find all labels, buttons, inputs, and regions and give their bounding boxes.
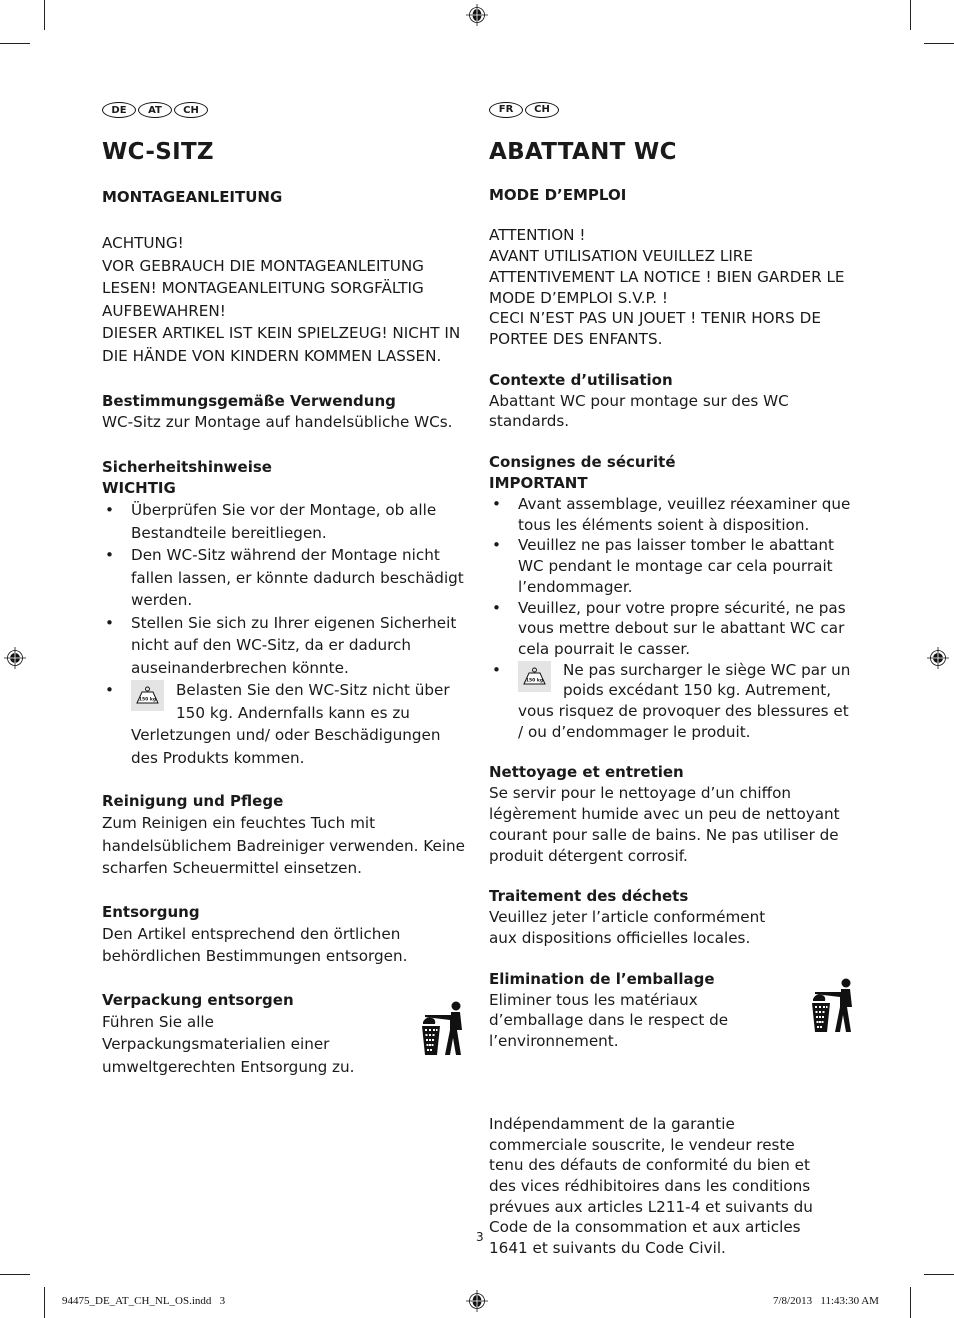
list-item: • Veuillez, pour votre propre sécurité, ne pas vous mettre debout sur le abattant WC car cela pourrait le casser. [489,598,854,660]
weight-label: • 150 kg [138,697,157,703]
warning-line: DIESER ARTIKEL IST KEIN SPIELZEUG! NICHT IN [102,324,461,342]
list-item [489,660,854,743]
safety-section [489,452,854,742]
registration-crosshair-icon [466,4,488,26]
intended-use-section [489,370,789,432]
section-heading: Verpackung entsorgen [102,990,294,1009]
footer-filename: 94475_DE_AT_CH_NL_OS.indd 3 [62,1295,226,1307]
manual-subtitle: MONTAGEANLEITUNG [102,188,283,206]
crop-mark [0,1274,30,1275]
section-text: Den Artikel entsprechend den örtlichen behördlichen Bestimmungen entsorgen. [102,924,408,965]
section-heading: Elimination de l’emballage [489,969,715,988]
section-heading: Bestimmungsgemäße Verwendung [102,392,396,410]
section-heading: Reinigung und Pflege [102,792,284,810]
list-item [102,679,467,769]
list-item: • Veuillez ne pas laisser tomber le abattant WC pendant le montage car cela pourrait l’endommager. [489,535,854,597]
section-text: Führen Sie alle Verpackungsmaterialien einer umweltgerechten Entsorgung zu. [102,1012,355,1076]
warning-line: VOR GEBRAUCH DIE MONTAGEANLEITUNG [102,256,424,275]
country-badge: FR [489,102,523,118]
warning-line: CECI N’EST PAS UN JOUET ! TENIR HORS DE [489,309,821,328]
section-text: WC-Sitz zur Montage auf handelsübliche WCs. [102,413,453,431]
warning-line: MODE D’EMPLOI S.V.P. ! [489,288,668,307]
crop-mark [44,1287,45,1318]
section-heading: Consignes de sécurité [489,453,676,472]
column-french [489,102,854,1279]
section-heading: Entsorgung [102,902,200,921]
section-text: Zum Reinigen ein feuchtes Tuch mit handelsüblichem Badreiniger verwenden. Keine scharfen Scheuermittel einsetzen. [102,814,466,877]
packaging-section [102,990,392,1079]
country-badges [102,102,467,122]
safety-list [102,499,467,769]
product-title: WC-SITZ [102,139,214,165]
footer-timestamp: 7/8/2013 11:43:30 AM [773,1295,879,1307]
cleaning-section [489,762,854,866]
page-number: 3 [476,1230,484,1244]
list-item-text: Ne pas surcharger le siège WC par un poids excédant 150 kg. Autrement, vous risquez de provoquer des blessures et / ou d’endommager le produit. [518,660,851,741]
crop-mark [910,0,911,30]
list-item: • Den WC-Sitz während der Montage nicht fallen lassen, er könnte dadurch beschädigt werden. [102,544,467,612]
section-heading: Contexte d’utilisation [489,370,673,389]
list-item: • Stellen Sie sich zu Ihrer eigenen Sicherheit nicht auf den WC-Sitz, da er dadurch auseinanderbrechen könnte. [102,612,467,680]
section-text: Se servir pour le nettoyage d’un chiffon légèrement humide avec un peu de nettoyant courant pour salle de bains. Ne pas utiliser de produit détergent corrosif. [489,784,840,865]
country-badge: CH [174,102,208,118]
safety-section [102,457,467,769]
safety-list [489,494,854,742]
manual-subtitle: MODE D’EMPLOI [489,185,627,204]
warning-line: ATTENTIVEMENT LA NOTICE ! BIEN GARDER LE [489,267,845,286]
product-title: ABATTANT WC [489,139,677,165]
disposal-section [102,902,467,968]
crop-mark [0,43,30,44]
section-text: Eliminer tous les matériaux d’emballage dans le respect de l’environnement. [489,990,729,1051]
crop-mark [924,1274,954,1275]
section-subheading: IMPORTANT [489,474,588,493]
tidyman-trash-icon [420,1000,462,1055]
country-badge: DE [102,102,136,118]
registration-crosshair-icon [466,1290,488,1312]
warning-line: ATTENTION ! [489,226,586,245]
packaging-section [489,969,779,1052]
column-german [102,102,467,1098]
warning-line: PORTEE DES ENFANTS. [489,329,663,348]
section-heading: Nettoyage et entretien [489,763,684,782]
warning-line: DIE HÄNDE VON KINDERN KOMMEN LASSEN. [102,346,442,365]
crop-mark [910,1287,911,1318]
section-text: Veuillez jeter l’article conformément aux dispositions officielles locales. [489,908,766,947]
section-subheading: WICHTIG [102,479,176,497]
cleaning-section [102,791,467,880]
country-badge: AT [138,102,172,118]
warning-line: AUFBEWAHREN! [102,301,226,320]
warning-line: ACHTUNG! [102,234,184,252]
list-item: • Überprüfen Sie vor der Montage, ob alle Bestandteile bereitliegen. [102,499,467,544]
country-badges [489,102,854,122]
warning-block [102,232,467,367]
disposal-section [489,886,789,948]
registration-crosshair-icon [4,647,26,669]
warranty-notice: Indépendamment de la garantie commerciale souscrite, le vendeur reste tenu des défauts de conformité du bien et des vices rédhibitoires dans les conditions prévues aux articles L211-4 et suivants du Code de la consommation et aux articles 1641 et suivants du Code Civil. [489,1114,813,1258]
country-badge: CH [525,102,559,118]
tidyman-trash-icon [810,977,852,1032]
intended-use-section [102,391,467,433]
crop-mark [44,0,45,30]
section-heading: Traitement des déchets [489,887,689,906]
weight-150kg-icon [518,661,551,692]
registration-crosshair-icon [927,647,949,669]
warning-line: AVANT UTILISATION VEUILLEZ LIRE [489,247,753,266]
warning-line: LESEN! MONTAGEANLEITUNG SORGFÄLTIG [102,279,424,297]
list-item-text: Belasten Sie den WC-Sitz nicht über 150 kg. Andernfalls kann es zu Verletzungen und/ oder Beschädigungen des Produkts kommen. [131,681,450,767]
list-item: • Avant assemblage, veuillez réexaminer que tous les éléments soient à disposition. [489,494,854,535]
section-text: Abattant WC pour montage sur des WC standards. [489,391,789,431]
section-heading: Sicherheitshinweise [102,458,272,476]
crop-mark [924,43,954,44]
weight-150kg-icon [131,680,164,711]
weight-label: • 150 kg [525,678,544,684]
warning-block [489,225,854,349]
